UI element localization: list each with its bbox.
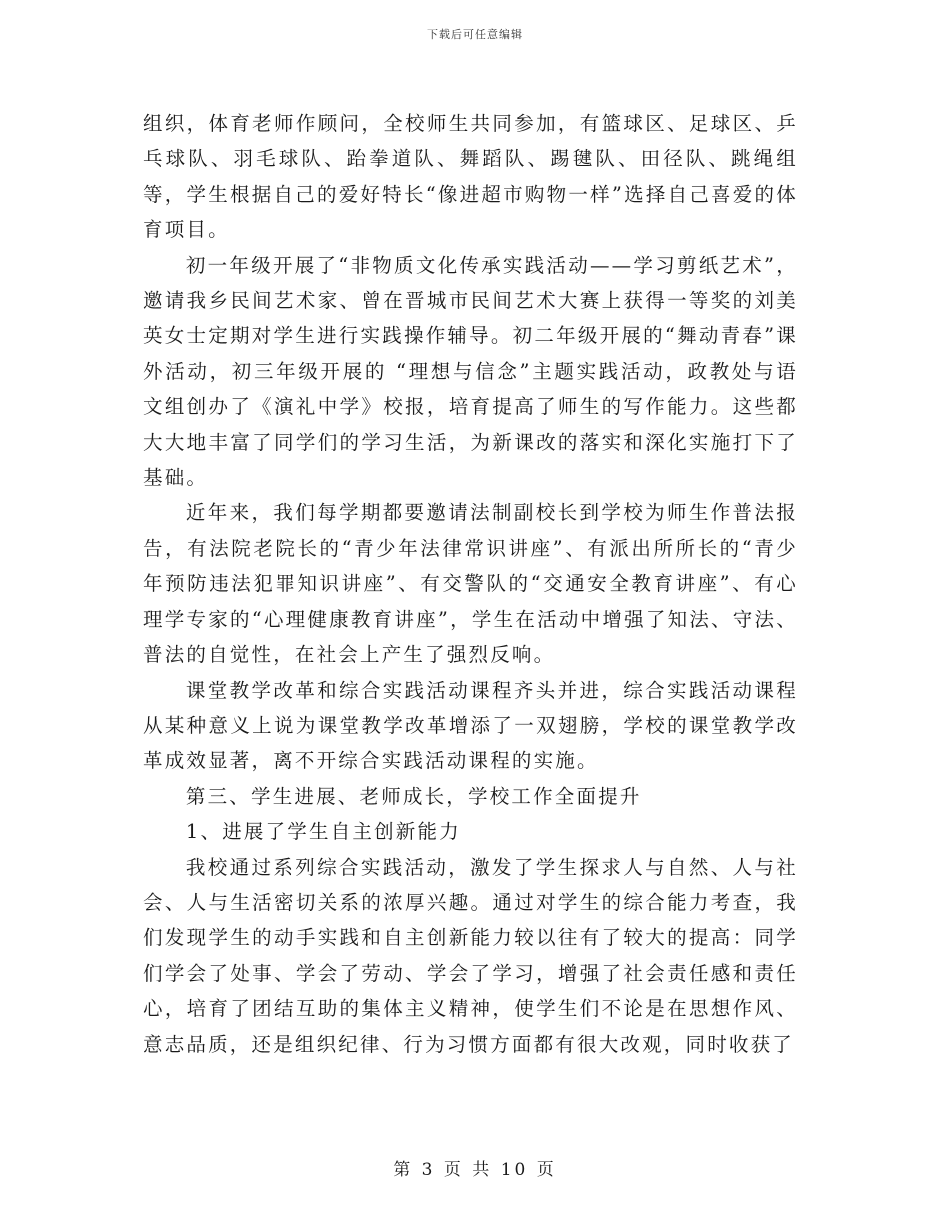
paragraph-curriculum-reform: 课堂教学改革和综合实践活动课程齐头并进，综合实践活动课程从某种意义上说为课堂教学改革增添了一双翅膀，学校的课堂教学改革成效显著，离不开综合实践活动课程的实施。 [143, 678, 798, 773]
page-header-note: 下载后可任意编辑 [427, 28, 523, 41]
section-heading: 第三、学生进展、老师成长，学校工作全面提升 [185, 784, 642, 808]
page-number-footer: 第 3 页 共 10 页 [393, 1160, 557, 1180]
paragraph-continuation: 组织，体育老师作顾问，全校师生共同参加，有篮球区、足球区、乒乓球队、羽毛球队、跆拳道队、舞蹈队、踢毽队、田径队、跳绳组等，学生根据自己的爱好特长“像进超市购物一样”选择自己喜爱的体育项目。 [143, 112, 798, 242]
paragraph-grade-activities: 初一年级开展了“非物质文化传承实践活动——学习剪纸艺术”，邀请我乡民间艺术家、曾在晋城市民间艺术大赛上获得一等奖的刘美英女士定期对学生进行实践操作辅导。初二年级开展的“舞动青春”课外活动，初三年级开展的 “理想与信念”主题实践活动，政教处与语文组创办了《演礼中学》校报，培育提高了师生的写作能力。这些都大大地丰富了同学们的学习生活，为新课改的落实和深化实施打下了基础。 [143, 253, 798, 490]
paragraph-legal-education: 近年来，我们每学期都要邀请法制副校长到学校为师生作普法报告，有法院老院长的“青少年法律常识讲座”、有派出所所长的“青少年预防违法犯罪知识讲座”、有交警队的“交通安全教育讲座”、有心理学专家的“心理健康教育讲座”，学生在活动中增强了知法、守法、普法的自觉性，在社会上产生了强烈反响。 [143, 501, 798, 667]
subsection-heading: 1、进展了学生自主创新能力 [185, 820, 461, 844]
document-body [143, 106, 798, 1062]
paragraph-student-innovation: 我校通过系列综合实践活动，激发了学生探求人与自然、人与社会、人与生活密切关系的浓厚兴趣。通过对学生的综合能力考查，我们发现学生的动手实践和自主创新能力较以往有了较大的提高：同学们学会了处事、学会了劳动、学会了学习，增强了社会责任感和责任心，培育了团结互助的集体主义精神，使学生们不论是在思想作风、意志品质，还是组织纪律、行为习惯方面都有很大改观，同时收获了 [143, 855, 798, 1056]
